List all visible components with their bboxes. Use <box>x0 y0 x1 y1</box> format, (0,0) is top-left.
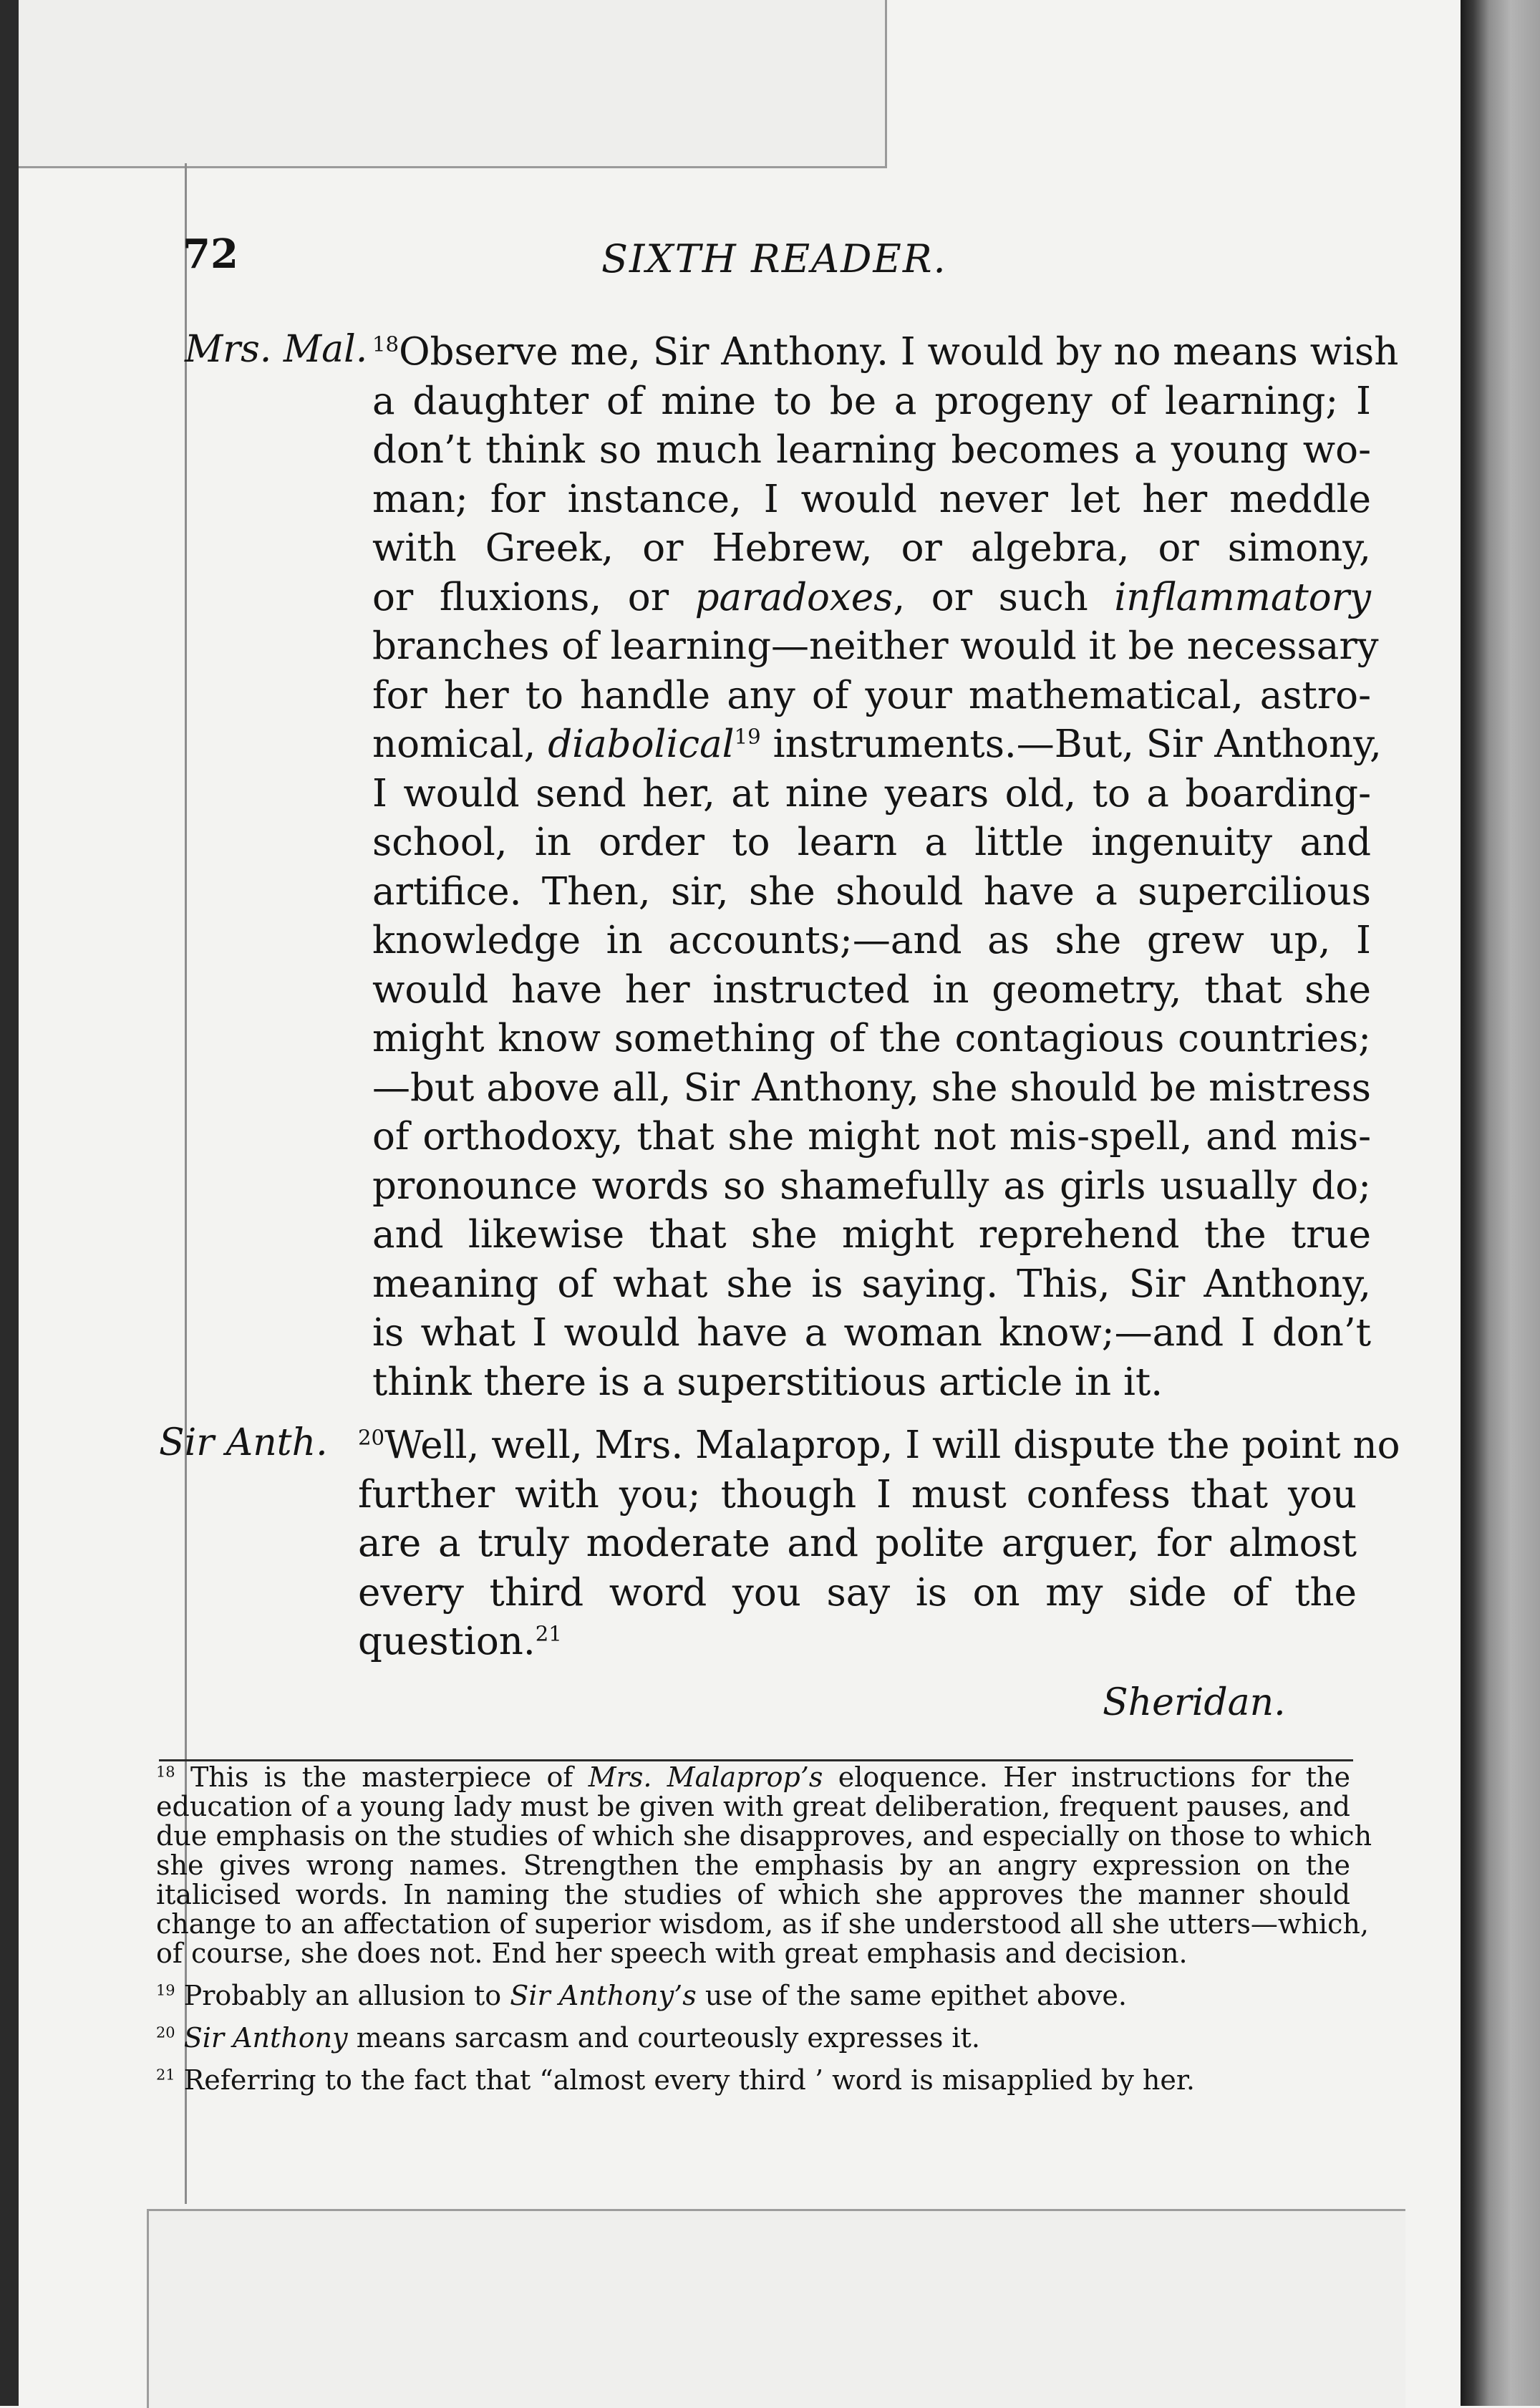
footnote-line: $^{21}$ Referring to the fact that “almost every third ’ word is misapplied by her. <box>156 2064 1195 2096</box>
footnote-line: $^{18}$ This is the masterpiece of Mrs. Malaprop’s eloquence. Her instructions for the <box>156 1761 1350 1793</box>
speech-line: meaning of what she is saying. This, Sir Anthony, <box>372 1262 1371 1306</box>
speech-line: man; for instance, I would never let her meddle <box>372 477 1371 521</box>
speech-line: question.$^{21}$ <box>358 1620 562 1663</box>
speech-line: for her to handle any of your mathematical, astro- <box>372 673 1371 717</box>
speech-line: further with you; though I must confess that you <box>358 1472 1357 1517</box>
footnote-18 <box>156 1761 1372 1969</box>
note-reference: 20 <box>156 2023 175 2041</box>
speech-line: pronounce words so shamefully as girls usually do; <box>372 1164 1371 1208</box>
speech-line: think there is a superstitious article in it. <box>372 1360 1163 1404</box>
speech-line: —but above all, Sir Anthony, she should be mistress <box>372 1065 1371 1110</box>
speech-line: is what I would have a woman know;—and I don’t <box>372 1311 1371 1355</box>
italic-word: diabolical <box>548 722 735 766</box>
scan-overlay-top <box>19 0 887 168</box>
speaker-sir-anth: Sir Anth. <box>159 1421 328 1464</box>
speech-line: a daughter of mine to be a progeny of learning; I <box>372 379 1371 423</box>
footnote-line: change to an affectation of superior wisdom, as if she understood all she utters—which, <box>156 1908 1369 1940</box>
footnote-line: $^{19}$ Probably an allusion to Sir Anthony’s use of the same epithet above. <box>156 1980 1127 2011</box>
speech-line: of orthodoxy, that she might not mis-spell, and mis- <box>372 1115 1371 1159</box>
note-reference: 19 <box>156 1981 175 1999</box>
speech-line: would have her instructed in geometry, that she <box>372 967 1371 1012</box>
note-reference: 20 <box>358 1425 385 1450</box>
speech-mrs-malaprop <box>372 328 1399 1407</box>
speech-line: are a truly moderate and polite arguer, for almost <box>358 1522 1357 1565</box>
footnote-line: due emphasis on the studies of which she disapproves, and especially on those to which <box>156 1820 1372 1852</box>
italic-word: paradoxes <box>694 575 894 619</box>
footnote-line: italicised words. In naming the studies of which she approves the manner should <box>156 1879 1350 1910</box>
speech-line: nomical, diabolical$^{19}$ instruments.—But, Sir Anthony, <box>372 722 1382 766</box>
author-attribution: Sheridan. <box>1103 1681 1286 1724</box>
speech-line: branches of learning—neither would it be necessary <box>372 624 1379 668</box>
footnote-19 <box>156 1981 1350 2011</box>
scan-edge-right <box>1461 0 1540 2406</box>
speech-line: don’t think so much learning becomes a young wo- <box>372 428 1371 472</box>
speaker-mrs-mal: Mrs. Mal. <box>185 328 368 371</box>
speech-line: artifice. Then, sir, she should have a supercilious <box>372 869 1371 914</box>
italic-word: inflammatory <box>1114 575 1371 619</box>
italic-word: Mrs. Malaprop’s <box>588 1761 823 1793</box>
footnote-line: education of a young lady must be given with great deliberation, frequent pauses, and <box>156 1791 1350 1822</box>
speech-line: school, in order to learn a little ingenuity and <box>372 821 1371 864</box>
note-reference: 18 <box>372 332 399 357</box>
footnotes <box>156 1761 1372 2096</box>
note-reference: 21 <box>156 2066 175 2084</box>
note-reference: 18 <box>156 1763 175 1781</box>
speech-line: and likewise that she might reprehend the true <box>372 1213 1371 1257</box>
speech-line: with Greek, or Hebrew, or algebra, or simony, <box>372 526 1371 570</box>
speech-line: $^{20}$Well, well, Mrs. Malaprop, I will dispute the point no <box>358 1423 1400 1467</box>
footnote-line: $^{20}$ Sir Anthony means sarcasm and courteously expresses it. <box>156 2022 980 2054</box>
running-head: SIXTH READER. <box>601 236 947 281</box>
page-number: 72 <box>183 231 238 278</box>
footnote-21 <box>156 2066 1350 2095</box>
scan-edge-left <box>0 0 19 2406</box>
footnote-20 <box>156 2023 1350 2053</box>
scan-overlay-bottom <box>147 2209 1405 2408</box>
italic-word: Sir Anthony’s <box>510 1980 697 2011</box>
speech-line: might know something of the contagious countries; <box>372 1017 1371 1060</box>
speech-sir-anthony <box>358 1421 1400 1667</box>
speech-line: I would send her, at nine years old, to a boarding- <box>372 771 1371 816</box>
speech-line: knowledge in accounts;—and as she grew up, I <box>372 919 1371 962</box>
speech-line: or fluxions, or paradoxes, or such inflammatory <box>372 575 1371 619</box>
italic-word: Sir Anthony <box>183 2022 348 2054</box>
speech-line: every third word you say is on my side of the <box>358 1570 1357 1615</box>
footnote-line: of course, she does not. End her speech with great emphasis and decision. <box>156 1938 1188 1969</box>
note-reference: 21 <box>535 1621 562 1646</box>
note-reference: 19 <box>734 724 761 749</box>
speech-line: $^{18}$Observe me, Sir Anthony. I would by no means wish <box>372 330 1399 374</box>
footnote-line: she gives wrong names. Strengthen the emphasis by an angry expression on the <box>156 1849 1350 1881</box>
